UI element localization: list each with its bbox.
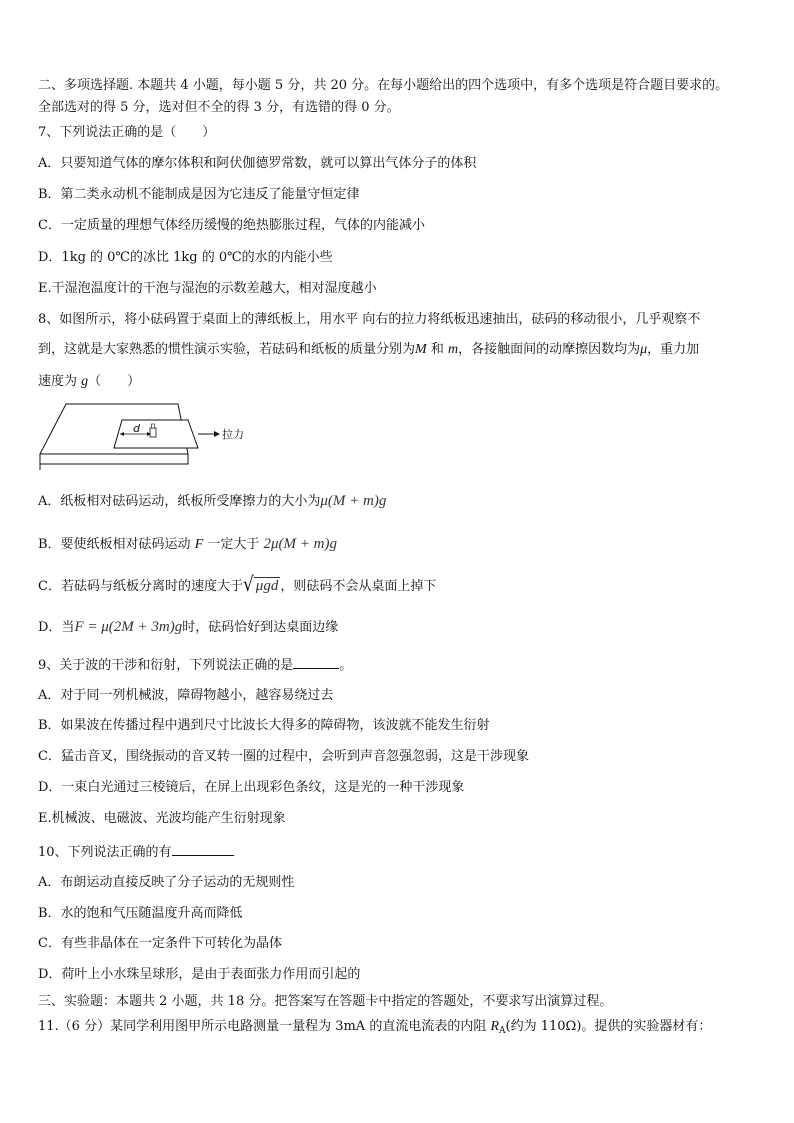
label-d: d <box>133 422 140 435</box>
q7-option-d: D．1kg 的 0℃的冰比 1kg 的 0℃的水的内能小些 <box>38 250 333 265</box>
q7-option-a: A．只要知道气体的摩尔体积和阿伏伽德罗常数，就可以算出气体分子的体积 <box>38 156 477 171</box>
label-force: 拉力 <box>222 428 244 441</box>
q9-stem: 9、关于波的干涉和衍射，下列说法正确的是 。 <box>38 658 353 673</box>
q10-option-a: A．布朗运动直接反映了分子运动的无规则性 <box>38 875 295 890</box>
q10-option-b: B．水的饱和气压随温度升高而降低 <box>38 906 243 921</box>
q9-option-a: A．对于同一列机械波，障碍物越小，越容易绕过去 <box>38 688 334 703</box>
section2-heading-line2: 全部选对的得 5 分，选对但不全的得 3 分，有选错的得 0 分。 <box>38 100 400 115</box>
q8-option-c: C．若砝码与纸板分离时的速度大于√ μgd ，则砝码不会从桌面上掉下 <box>38 573 437 597</box>
q9-option-e: E.机械波、电磁波、光波均能产生衍射现象 <box>38 811 286 826</box>
table-edge <box>40 454 188 464</box>
q10-option-d: D．荷叶上小水珠呈球形，是由于表面张力作用而引起的 <box>38 967 361 982</box>
q10-stem: 10、下列说法正确的有 <box>38 843 234 862</box>
q8-stem-line3: 速度为 g（ ） <box>38 374 141 389</box>
q7-option-c: C．一定质量的理想气体经历缓慢的绝热膨胀过程，气体的内能减小 <box>38 218 425 233</box>
q7-stem: 7、下列说法正确的是（ ） <box>38 125 216 140</box>
q8-option-a: A．纸板相对砝码运动，纸板所受摩擦力的大小为μ(M + m)g <box>38 493 387 509</box>
q8-stem-line2: 到，这就是大家熟悉的惯性演示实验，若砝码和纸板的质量分别为M 和 m，各接触面间的动摩擦因数均为μ，重力加 <box>38 342 700 357</box>
q9-option-b: B．如果波在传播过程中遇到尺寸比波长大得多的障碍物，该波就不能发生衍射 <box>38 718 490 733</box>
sqrt-sign: √ <box>242 573 254 597</box>
q8-option-d: D．当F = μ(2M + 3m)g时，砝码恰好到达桌面边缘 <box>38 619 339 635</box>
section2-heading-line1: 二、多项选择题. 本题共 4 小题，每小题 5 分，共 20 分。在每小题给出的四个选项中，有多个选项是符合题目要求的。 <box>38 78 729 93</box>
q7-option-e: E.干湿泡温度计的干泡与湿泡的示数差越大，相对湿度越小 <box>38 281 377 296</box>
weight <box>150 428 156 437</box>
q8-figure <box>38 402 258 474</box>
q9-option-c: C．猛击音叉，围绕振动的音叉转一圈的过程中，会听到声音忽强忽弱，这是干涉现象 <box>38 749 529 764</box>
q7-option-b: B．第二类永动机不能制成是因为它违反了能量守恒定律 <box>38 187 360 202</box>
section3-heading: 三、实验题：本题共 2 小题，共 18 分。把答案写在答题卡中指定的答题处，不要求写出演算过程。 <box>38 994 613 1009</box>
q8-option-b: B．要使纸板相对砝码运动 F 一定大于 2μ(M + m)g <box>38 536 337 552</box>
q8-stem-line1: 8、如图所示，将小砝码置于桌面上的薄纸板上，用水平 向右的拉力将纸板迅速抽出，砝码的移动很小，几乎观察不 <box>38 312 701 327</box>
q11-stem: 11.（6 分）某同学利用图甲所示电路测量一量程为 3mA 的直流电流表的内阻 $R_A$(约为 110Ω)。提供的实验器材有： <box>38 1019 712 1036</box>
answer-blank <box>172 843 234 856</box>
answer-blank <box>293 656 339 669</box>
q10-option-c: C．有些非晶体在一定条件下可转化为晶体 <box>38 936 282 951</box>
q9-option-d: D．一束白光通过三棱镜后，在屏上出现彩色条纹，这是光的一种干涉现象 <box>38 780 465 795</box>
force-arrow-head <box>214 431 220 437</box>
